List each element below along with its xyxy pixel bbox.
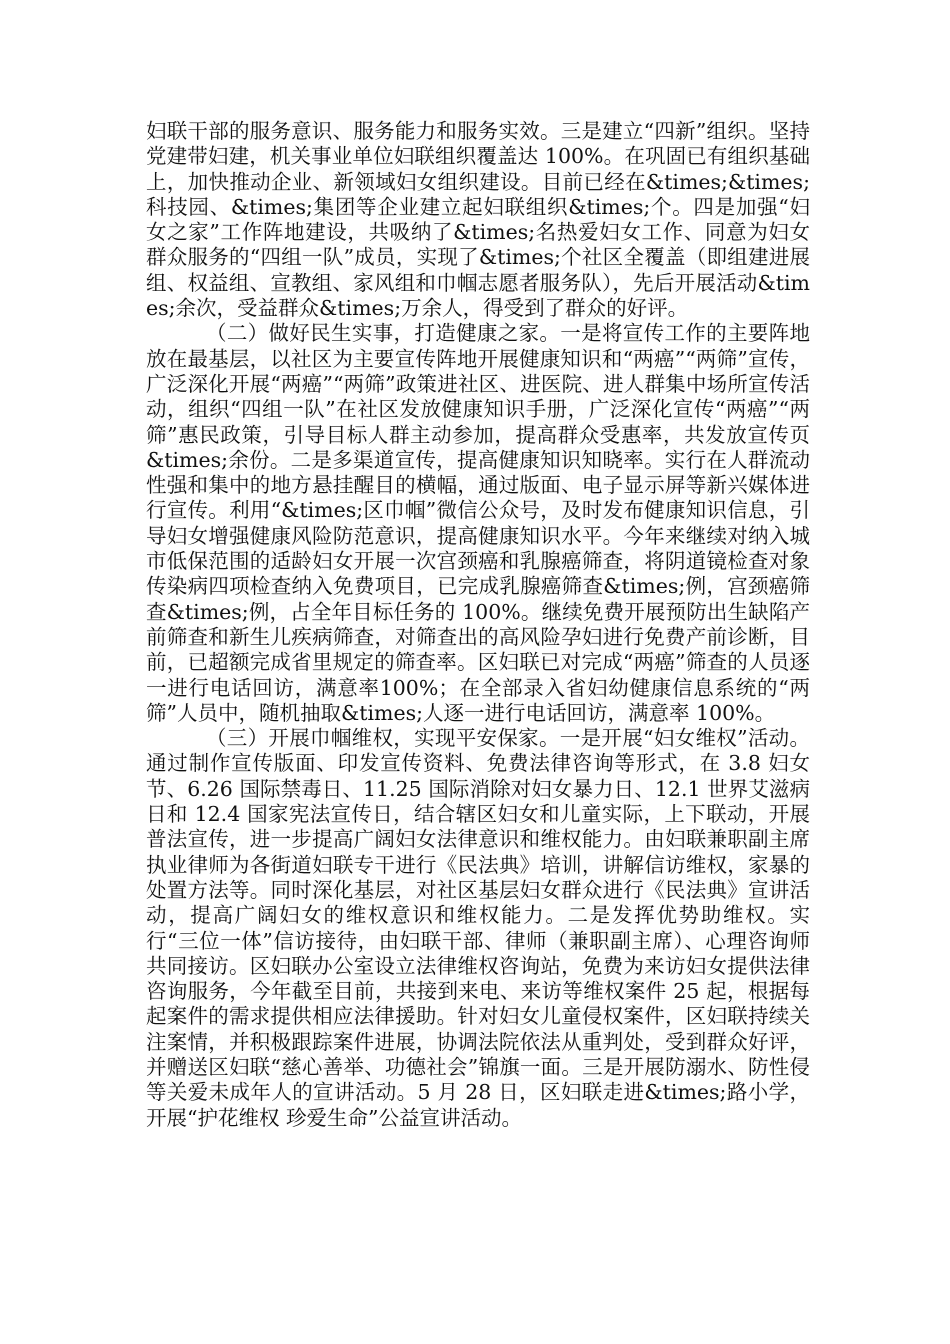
paragraph-organization-building: 妇联干部的服务意识、服务能力和服务实效。三是建立“四新”组织。坚持党建带妇建，机关事业单位妇联组织覆盖达 100%。在巩固已有组织基础上，加快推动企业、新领域妇女组织建设。目前已经在&times;&times;科技园、&times;集团等企业建立起妇联组织&times;个。四是加强“妇女之家”工作阵地建设，共吸纳了&times;名热爱妇女工作、同意为妇女群众服务的“四组一队”成员，实现了&times;个社区全覆盖（即组建进展组、权益组、宣教组、家风组和巾帼志愿者服务队），先后开展活动&times;余次，受益群众&times;万余人，得受到了群众的好评。 (146, 119, 810, 321)
paragraph-rights-protection: （三）开展巾帼维权，实现平安保家。一是开展“妇女维权”活动。通过制作宣传版面、印发宣传资料、免费法律咨询等形式，在 3.8 妇女节、6.26 国际禁毒日、11.25 国际消除对妇女暴力日、12.1 世界艾滋病日和 12.4 国家宪法宣传日，结合辖区妇女和儿童实际，上下联动，开展普法宣传，进一步提高广阔妇女法律意识和维权能力。由妇联兼职副主席执业律师为各街道妇联专干进行《民法典》培训，讲解信访维权，家暴的处置方法等。同时深化基层，对社区基层妇女群众进行《民法典》宣讲活动，提高广阔妇女的维权意识和维权能力。二是发挥优势助维权。实行“三位一体”信访接待，由妇联干部、律师（兼职副主席）、心理咨询师共同接访。区妇联办公室设立法律维权咨询站，免费为来访妇女提供法律咨询服务，今年截至目前，共接到来电、来访等维权案件 25 起，根据每起案件的需求提供相应法律援助。针对妇女儿童侵权案件，区妇联持续关注案情，并积极跟踪案件进展，协调法院依法从重判处，受到群众好评，并赠送区妇联“慈心善举、功德社会”锦旗一面。三是开展防溺水、防性侵等关爱未成年人的宣讲活动。5 月 28 日，区妇联走进&times;路小学，开展“护花维权 珍爱生命”公益宣讲活动。 (146, 726, 810, 1130)
document-body (146, 119, 810, 1131)
paragraph-health-home: （二）做好民生实事，打造健康之家。一是将宣传工作的主要阵地放在最基层，以社区为主要宣传阵地开展健康知识和“两癌”“两筛”宣传，广泛深化开展“两癌”“两筛”政策进社区、进医院、进人群集中场所宣传活动，组织“四组一队”在社区发放健康知识手册，广泛深化宣传“两癌”“两筛”惠民政策，引导目标人群主动参加，提高群众受惠率，共发放宣传页&times;余份。二是多渠道宣传，提高健康知识知晓率。实行在人群流动性强和集中的地方悬挂醒目的横幅，通过版面、电子显示屏等新兴媒体进行宣传。利用“&times;区巾帼”微信公众号，及时发布健康知识信息，引导妇女增强健康风险防范意识，提高健康知识水平。今年来继续对纳入城市低保范围的适龄妇女开展一次宫颈癌和乳腺癌筛查，将阴道镜检查对象传染病四项检查纳入免费项目，已完成乳腺癌筛查&times;例，宫颈癌筛查&times;例，占全年目标任务的 100%。继续免费开展预防出生缺陷产前筛查和新生儿疾病筛查，对筛查出的高风险孕妇进行免费产前诊断，目前，已超额完成省里规定的筛查率。区妇联已对完成“两癌”筛查的人员逐一进行电话回访，满意率100%；在全部录入省妇幼健康信息系统的“两筛”人员中，随机抽取&times;人逐一进行电话回访，满意率 100%。 (146, 321, 810, 725)
